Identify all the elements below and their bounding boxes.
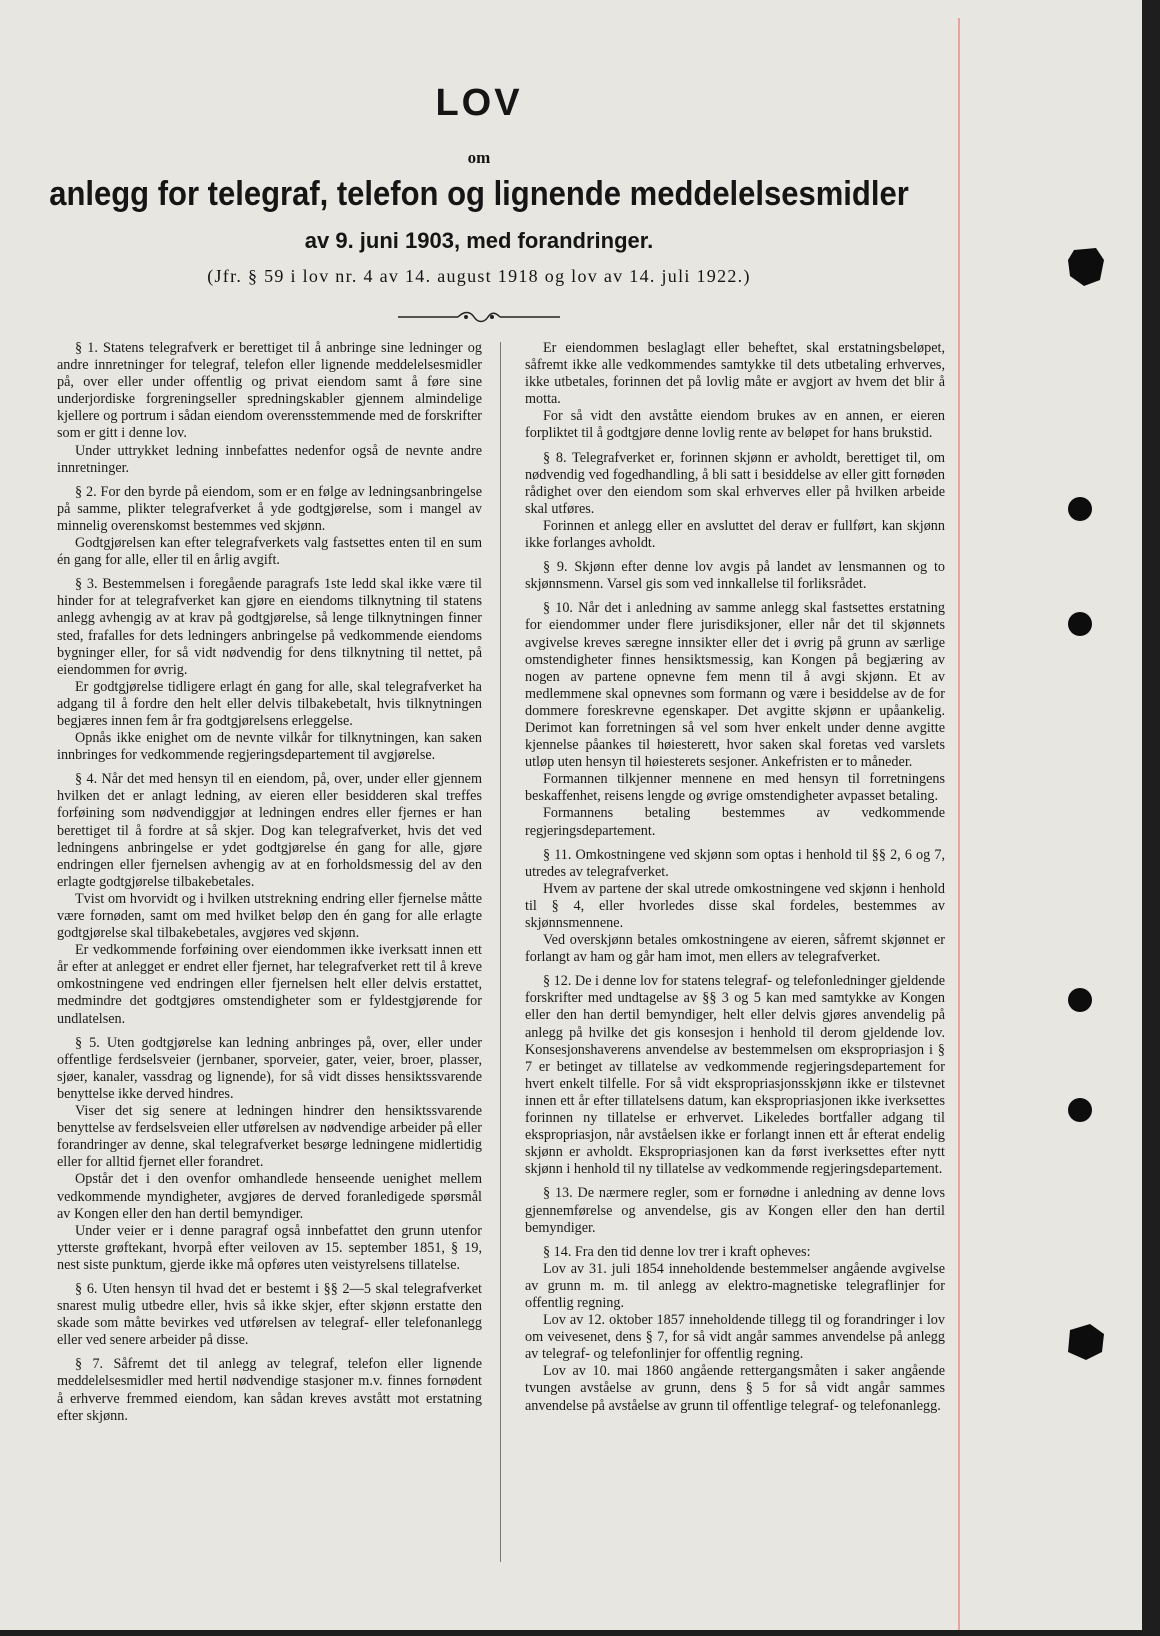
paragraph: For så vidt den avståtte eiendom brukes av en annen, er eieren forpliktet til å godtgjøre denne lovlig rente av beløpet for hans brukstid. xyxy=(525,408,945,442)
paragraph: § 7. Såfremt det til anlegg av telegraf, telefon eller lignende meddelelsesmidler med hertil nødvendige stasjoner m.v. finnes fornødent å erhverve fremmed eiendom, kan sådan kreves avstått mot erstatning efter skjønn. xyxy=(57,1356,482,1424)
paragraph: Opstår det i den ovenfor omhandlede henseende uenighet mellem vedkommende myndigheter, avgjøres de derved foranledigede spørsmål av Kongen eller den han dertil bemyndiger. xyxy=(57,1171,482,1222)
paragraph: Forinnen et anlegg eller en avsluttet del derav er fullført, kan skjønn ikke forlanges avholdt. xyxy=(525,517,945,552)
paragraph: Hvem av partene der skal utrede omkostningene ved skjønn i henhold til § 4, eller hvorledes disse skal fordeles, bestemmes av skjønnsmennene. xyxy=(525,880,945,931)
ornament-divider-icon xyxy=(398,309,560,325)
law-reference: (Jfr. § 59 i lov nr. 4 av 14. august 1918 og lov av 14. juli 1922.) xyxy=(207,266,751,286)
paragraph: § 9. Skjønn efter denne lov avgis på landet av lensmannen og to skjønnsmenn. Varsel gis som ved innkallelse til forliksrådet. xyxy=(525,559,945,593)
paragraph: § 11. Omkostningene ved skjønn som optas i henhold til §§ 2, 6 og 7, utredes av telegrafverket. xyxy=(525,846,945,880)
paragraph: Er godtgjørelse tidligere erlagt én gang for alle, skal telegrafverket ha adgang til å fordre den helt eller delvis tilbakebetalt, hvis tilknytningen begjæres innen fem år fra godtgjørelsens erleggelse. xyxy=(57,678,482,729)
left-column xyxy=(57,340,482,1432)
paragraph: § 5. Uten godtgjørelse kan ledning anbringes på, over, eller under offentlige ferdselsveier (jernbaner, sporveier, gater, veier, broer, plasser, sjøer, kanaler, vassdrag og lignende), for så vidt disses hensiktssvarende benyttelse ikke derved hindres. xyxy=(57,1034,482,1102)
law-subject: anlegg for telegraf, telefon og lignende meddelelsesmidler xyxy=(49,173,909,214)
punch-hole-icon xyxy=(1066,246,1106,288)
paragraph: § 3. Bestemmelsen i foregående paragrafs 1ste ledd skal ikke være til hinder for at telegrafverket kan gjøre en eiendoms tilknytning til statens anlegg avhengig av at krav på godtgjørelse, så lenge tilknytningen finner sted, frafalles for dets ledningers anbringelse på vedkommende eiendoms bygninger eller, for så vidt nødvendig for dens tilknytning til nettet, på eiendommen for øvrig. xyxy=(57,576,482,678)
paragraph: Er eiendommen beslaglagt eller beheftet, skal erstatningsbeløpet, såfremt ikke alle vedkommendes samtykke til dets utbetaling erhverves, ikke utbetales, forinnen det på lovlig måte er avgjort av hvem det blir å motta. xyxy=(525,340,945,408)
paragraph: Tvist om hvorvidt og i hvilken utstrekning endring eller fjernelse måtte være fornøden, samt om med hvilket beløp den én gang for alle erlagte godtgjørelse skal tilbakebetales, avgjøres ved skjønn. xyxy=(57,890,482,942)
paragraph: Ved overskjønn betales omkostningene av eieren, såfremt skjønnet er forlangt av ham og går ham imot, men ellers av telegrafverket. xyxy=(525,932,945,966)
paragraph: § 2. For den byrde på eiendom, som er en følge av ledningsanbringelse på samme, plikter telegrafverket å yde godtgjørelse, som i mangel av minnelig overenskomst bestemmes ved skjønn. xyxy=(57,483,482,534)
paragraph: Lov av 10. mai 1860 angående rettergangsmåten i saker angående tvungen avståelse av grunn, dens § 5 for så vidt angår sammes anvendelse på avståelse av grunn til offentlige telegraf- og telefonanlegg. xyxy=(525,1363,945,1414)
punch-hole-icon xyxy=(1068,1098,1092,1122)
paragraph: § 4. Når det med hensyn til en eiendom, på, over, under eller gjennem hvilken det er anlagt ledning, av eieren eller besidderen skal treffes forføining som nødvendiggjør at ledningen endres eller fjernes er han berettiget til å fordre at så skjer. Dog kan telegrafverket, hvis det ved ledningens anbringelse er ydet godtgjørelse én gang for alle, gjøre endringen eller fjernelsen avhengig av at en forholdsmessig del av den erlagte godtgjørelse tilbakebetales. xyxy=(57,771,482,890)
paragraph: § 14. Fra den tid denne lov trer i kraft opheves: xyxy=(543,1243,811,1260)
punch-hole-icon xyxy=(1064,1322,1106,1362)
paragraph: § 10. Når det i anledning av samme anlegg skal fastsettes erstatning for eiendommer under flere jurisdiksjoner, eller når det til skjønnets avgivelse kreves særegne innsikter eller det i øvrig på grunn av særlige omstendigheter finnes hensiktsmessig, kan Kongen på begjæring av nogen av partene opnevne fem menn til å avgi skjønn. Et av medlemmene skal opnevnes som formann og være i besiddelse av de for dommere foreskrevne egenskaper. Det avgitte skjønn er upåankelig. Derimot kan forretningen så vel som hver enkelt under denne avgitte kjennelse påankes til høiesterett, hvor saken skal foretas ved varslets utløp uten hensyn til høiesterets sesjoner. Ankefristen er to måneder. xyxy=(525,600,945,771)
paragraph: § 12. De i denne lov for statens telegraf- og telefonledninger gjeldende forskrifter med undtagelse av §§ 3 og 5 kan med samtykke av Kongen eller den han dertil bemyndiger, helt eller delvis gjøres anvendelig på anlegg på hvilke det gis konsesjon i henhold til derom gjeldende lov. Konsesjonshaverens anvendelse av bestemmelsen om ekspropriasjon i § 7 er betinget av tillatelse av vedkommende regjeringsdepartement for hvert enkelt tilfelle. For så vidt ekspropriasjonsskjønn ikke er tilstevnet innen ett år efter tillatelsens datum, kan ekspropriasjonen ikke iverksettes forinnen ny tillatelse er erhvervet. Likeledes bortfaller adgang til ekspropriasjon, når avståelsen ikke er forlangt innen ett år efterat endelig skjønn er avholdt. Ekspropriasjonen kan da først iverksettes efter nytt skjønn i henhold til ny tillatelse av vedkommende regjeringsdepartement. xyxy=(525,973,945,1178)
paragraph: Viser det sig senere at ledningen hindrer den hensiktssvarende benyttelse av ferdselsveien eller utførelsen av nødvendige arbeider på eller forandringer av denne, skal telegrafverket besørge ledningene midlertidig eller for alltid fjernet eller forandret. xyxy=(57,1103,482,1171)
paragraph: § 6. Uten hensyn til hvad det er bestemt i §§ 2—5 skal telegrafverket snarest mulig utbedre eller, hvis så ikke skjer, efter skjønn erstatte den skade som måtte bevirkes ved utførelsen av telegraf- eller telefonanlegg eller ved senere arbeider på disse. xyxy=(57,1280,482,1349)
margin-rule xyxy=(958,18,960,1630)
paragraph: Under veier er i denne paragraf også innbefattet den grunn utenfor ytterste grøftekant, hvorpå efter veiloven av 15. september 1851, § 19, nest siste punktum, gjerde ikke må opføres uten veistyrelsens tillatelse. xyxy=(57,1222,482,1273)
law-date: av 9. juni 1903, med forandringer. xyxy=(304,228,654,253)
paragraph: Godtgjørelsen kan efter telegrafverkets valg fastsettes enten til en sum én gang for alle, eller til en årlig avgift. xyxy=(57,535,482,569)
paragraph: Lov av 12. oktober 1857 inneholdende tillegg til og forandringer i lov om veivesenet, dens § 7, for så vidt angår sammes anvendelse på anlegg av telegraf- og telefonlinjer for offentlig regning. xyxy=(525,1312,945,1363)
paragraph: Lov av 31. juli 1854 inneholdende bestemmelser angående avgivelse av grunn m. m. til anlegg av elektro-magnetiske telegraflinjer for offentlig regning. xyxy=(525,1260,945,1311)
title-om: om xyxy=(467,148,491,167)
paragraph: Under uttrykket ledning innbefattes nedenfor også de nevnte andre innretninger. xyxy=(57,442,482,476)
paragraph: Formannens betaling bestemmes av vedkommende regjeringsdepartement. xyxy=(525,805,945,839)
law-title: LOV xyxy=(435,82,523,124)
column-divider xyxy=(500,342,501,1562)
punch-hole-icon xyxy=(1068,988,1092,1012)
punch-hole-icon xyxy=(1068,612,1092,636)
paragraph: § 1. Statens telegrafverk er berettiget til å anbringe sine ledninger og andre innretninger for telegraf, telefon eller lignende meddelelsesmidler på, over eller under offentlig og privat eiendom samt å føre sine underjordiske forgreningseller spredningskabler gjennem almindelige kjellere og portrum i sådan eiendom overensstemmende med de forskrifter som er gitt i denne lov. xyxy=(57,340,482,442)
punch-hole-icon xyxy=(1068,497,1092,521)
paragraph: § 13. De nærmere regler, som er fornødne i anledning av denne lovs gjennemførelse og anvendelse, gis av Kongen eller den han dertil bemyndiger. xyxy=(525,1185,945,1236)
paragraph: Er vedkommende forføining over eiendommen ikke iverksatt innen ett år efter at anlegget er endret eller fjernet, har telegrafverket rett til å kreve omkostningene ved endringen eller fjernelsen helt eller delvis erstattet, medmindre det godtgjøres omstendigheter som er fyldestgjørende for undlatelsen. xyxy=(57,942,482,1027)
paragraph: Opnås ikke enighet om de nevnte vilkår for tilknytningen, kan saken innbringes for vedkommende regjeringsdepartement til avgjørelse. xyxy=(57,730,482,764)
paragraph: § 8. Telegrafverket er, forinnen skjønn er avholdt, berettiget til, om nødvendig ved fogedhandling, å bli satt i besiddelse av eller gitt fornøden rådighet over den eiendom som skal erhverves eller på hvilken arbeide skal utføres. xyxy=(525,449,945,517)
right-column xyxy=(525,340,945,1422)
paragraph: Formannen tilkjenner mennene en med hensyn til forretningens beskaffenhet, reisens lengde og øvrige omstendigheter avpasset betaling. xyxy=(525,771,945,805)
